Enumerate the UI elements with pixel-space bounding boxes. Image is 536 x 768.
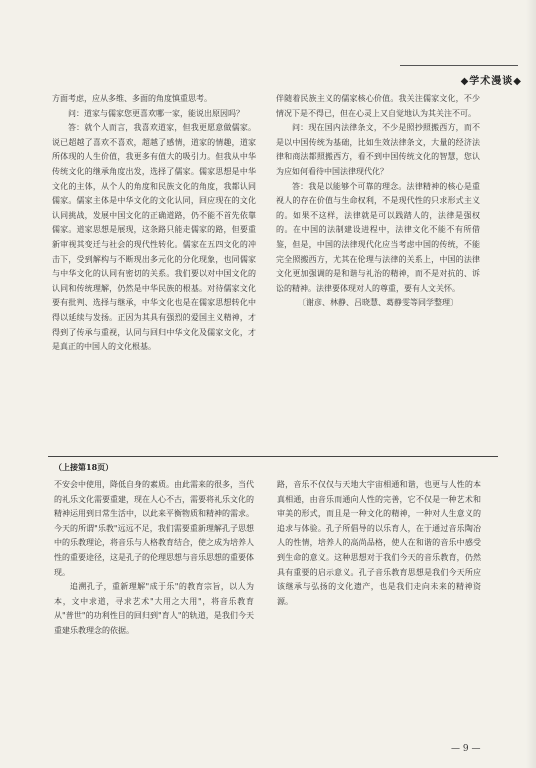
section-divider <box>48 456 498 457</box>
paragraph: 不安会中使用，降低自身的素质。由此需来的很多，当代的礼乐文化需要重建，现在人心不古，需要将礼乐文化的精神运用到日常生活中，以此来平衡物质和精神的需求。今天的所谓"乐教"远远不足，我们需要重新理解孔子思想中的乐教理论，将音乐与人格教育结合，使之成为培养人性的重要途径，这是孔子的伦理思想与音乐思想的重要体现。 <box>54 480 254 577</box>
paragraph: 伴随着民族主义的儒家核心价值。我关注儒家文化，不少情况下是不得已，但在心灵上又自觉地认为其关注不可。 <box>276 94 480 118</box>
lower-left-column <box>54 478 254 639</box>
lower-right-column <box>277 478 481 609</box>
continued-from-label: （上接第18页） <box>54 462 114 472</box>
paragraph: 路，音乐不仅仅与天地大宇宙相通和谐，也更与人性的本真相通，由音乐而通向人性的完善，它不仅是一种艺术和审美的形式，而且是一种文化的精神，一种对人生意义的追求与体验。孔子所倡导的以乐育人，在于通过音乐陶冶人的性情，培养人的高尚品格，使人在和谐的音乐中感受到生命的意义。这种思想对于我们今天的音乐教育，仍然具有重要的启示意义。孔子音乐教育思想是我们今天所应该继承与弘扬的文化遗产，也是我们走向未来的精神资源。 <box>277 480 481 606</box>
paragraph: 问：道家与儒家您更喜欢哪一家，能说出原因吗？ <box>68 108 244 118</box>
paragraph: 方面考虑，应从多维、多面的角度慎重思考。 <box>52 94 212 103</box>
paragraph: 答：我是以能够个可靠的理念。法律精神的核心是重视人的存在价值与生命权利，不是现代性的只求形式主义的。如果不这样，法律就是可以践踏人的，法律是强权的。在中国的法制建设进程中，法律文化不能不有所借鉴，但是，中国的法律现代化应当考虑中国的传统，不能完全照搬西方，尤其在伦理与法律的关系上，中国的法律文化更加强调的是和谐与礼治的精神，而不是对抗的、诉讼的精神。法律要体现对人的尊重，要有人文关怀。 <box>276 181 480 293</box>
upper-left-column <box>52 92 256 355</box>
editor-credit: 〔谢彦、林静、吕晓慧、葛静雯等同学整理〕 <box>298 298 458 308</box>
section-tag: ◆学术漫谈◆ <box>460 76 522 87</box>
paragraph: 问：现在国内法律条文，不少是照抄照搬西方，而不是以中国传统为基础，比如生效法律条文，大量的经济法律和商法都照搬西方，看不到中国传统文化的智慧，您认为应如何看待中国法律现代化？ <box>276 123 480 176</box>
upper-right-column <box>276 92 480 311</box>
page-number: — 9 — <box>451 744 481 754</box>
paragraph: 追溯孔子，重新理解"成于乐"的教育宗旨，以人为本，文中求道，寻求艺术"大用之大用"，将音乐教育从"普世"的功利性目的回归到"育人"的轨道，是我们今天重建乐教理念的依据。 <box>54 582 254 635</box>
header-rule <box>400 65 518 66</box>
paragraph: 答：就个人而言，我喜欢道家，但我更愿意做儒家。说已超越了喜欢不喜欢，超越了感情，道家的情趣，道家所体现的人生价值，我更多有值大的吸引力。但我从中华传统文化的继承角度出发，选择了儒家。儒家思想是中华文化的主体，从个人的角度和民族文化的角度，我都认同儒家。儒家主体是中华文化的文化认同，回应现在的文化认同挑战，发展中国文化的正确道路，仍不能不首先依靠儒家。道家思想是展现，这条路只能走儒家的路，但要重新审视其变迁与社会的现代性转化。儒家在五四文化的冲击下，受到解构与不断现出多元化的分化现象，也同儒家与中华文化的认同有密切的关系。我们要以对中国文化的认同和传统理解，仍然是中华民族的根基。对待儒家文化要有批判、选择与继承，中华文化也是在儒家思想转化中得以延续与发扬。正因为其具有强烈的爱国主义精神，才得到了传承与重视，认同与回归中华文化及儒家文化，才是真正的中国人的文化根基。 <box>52 123 256 352</box>
scan-shadow <box>526 0 536 768</box>
